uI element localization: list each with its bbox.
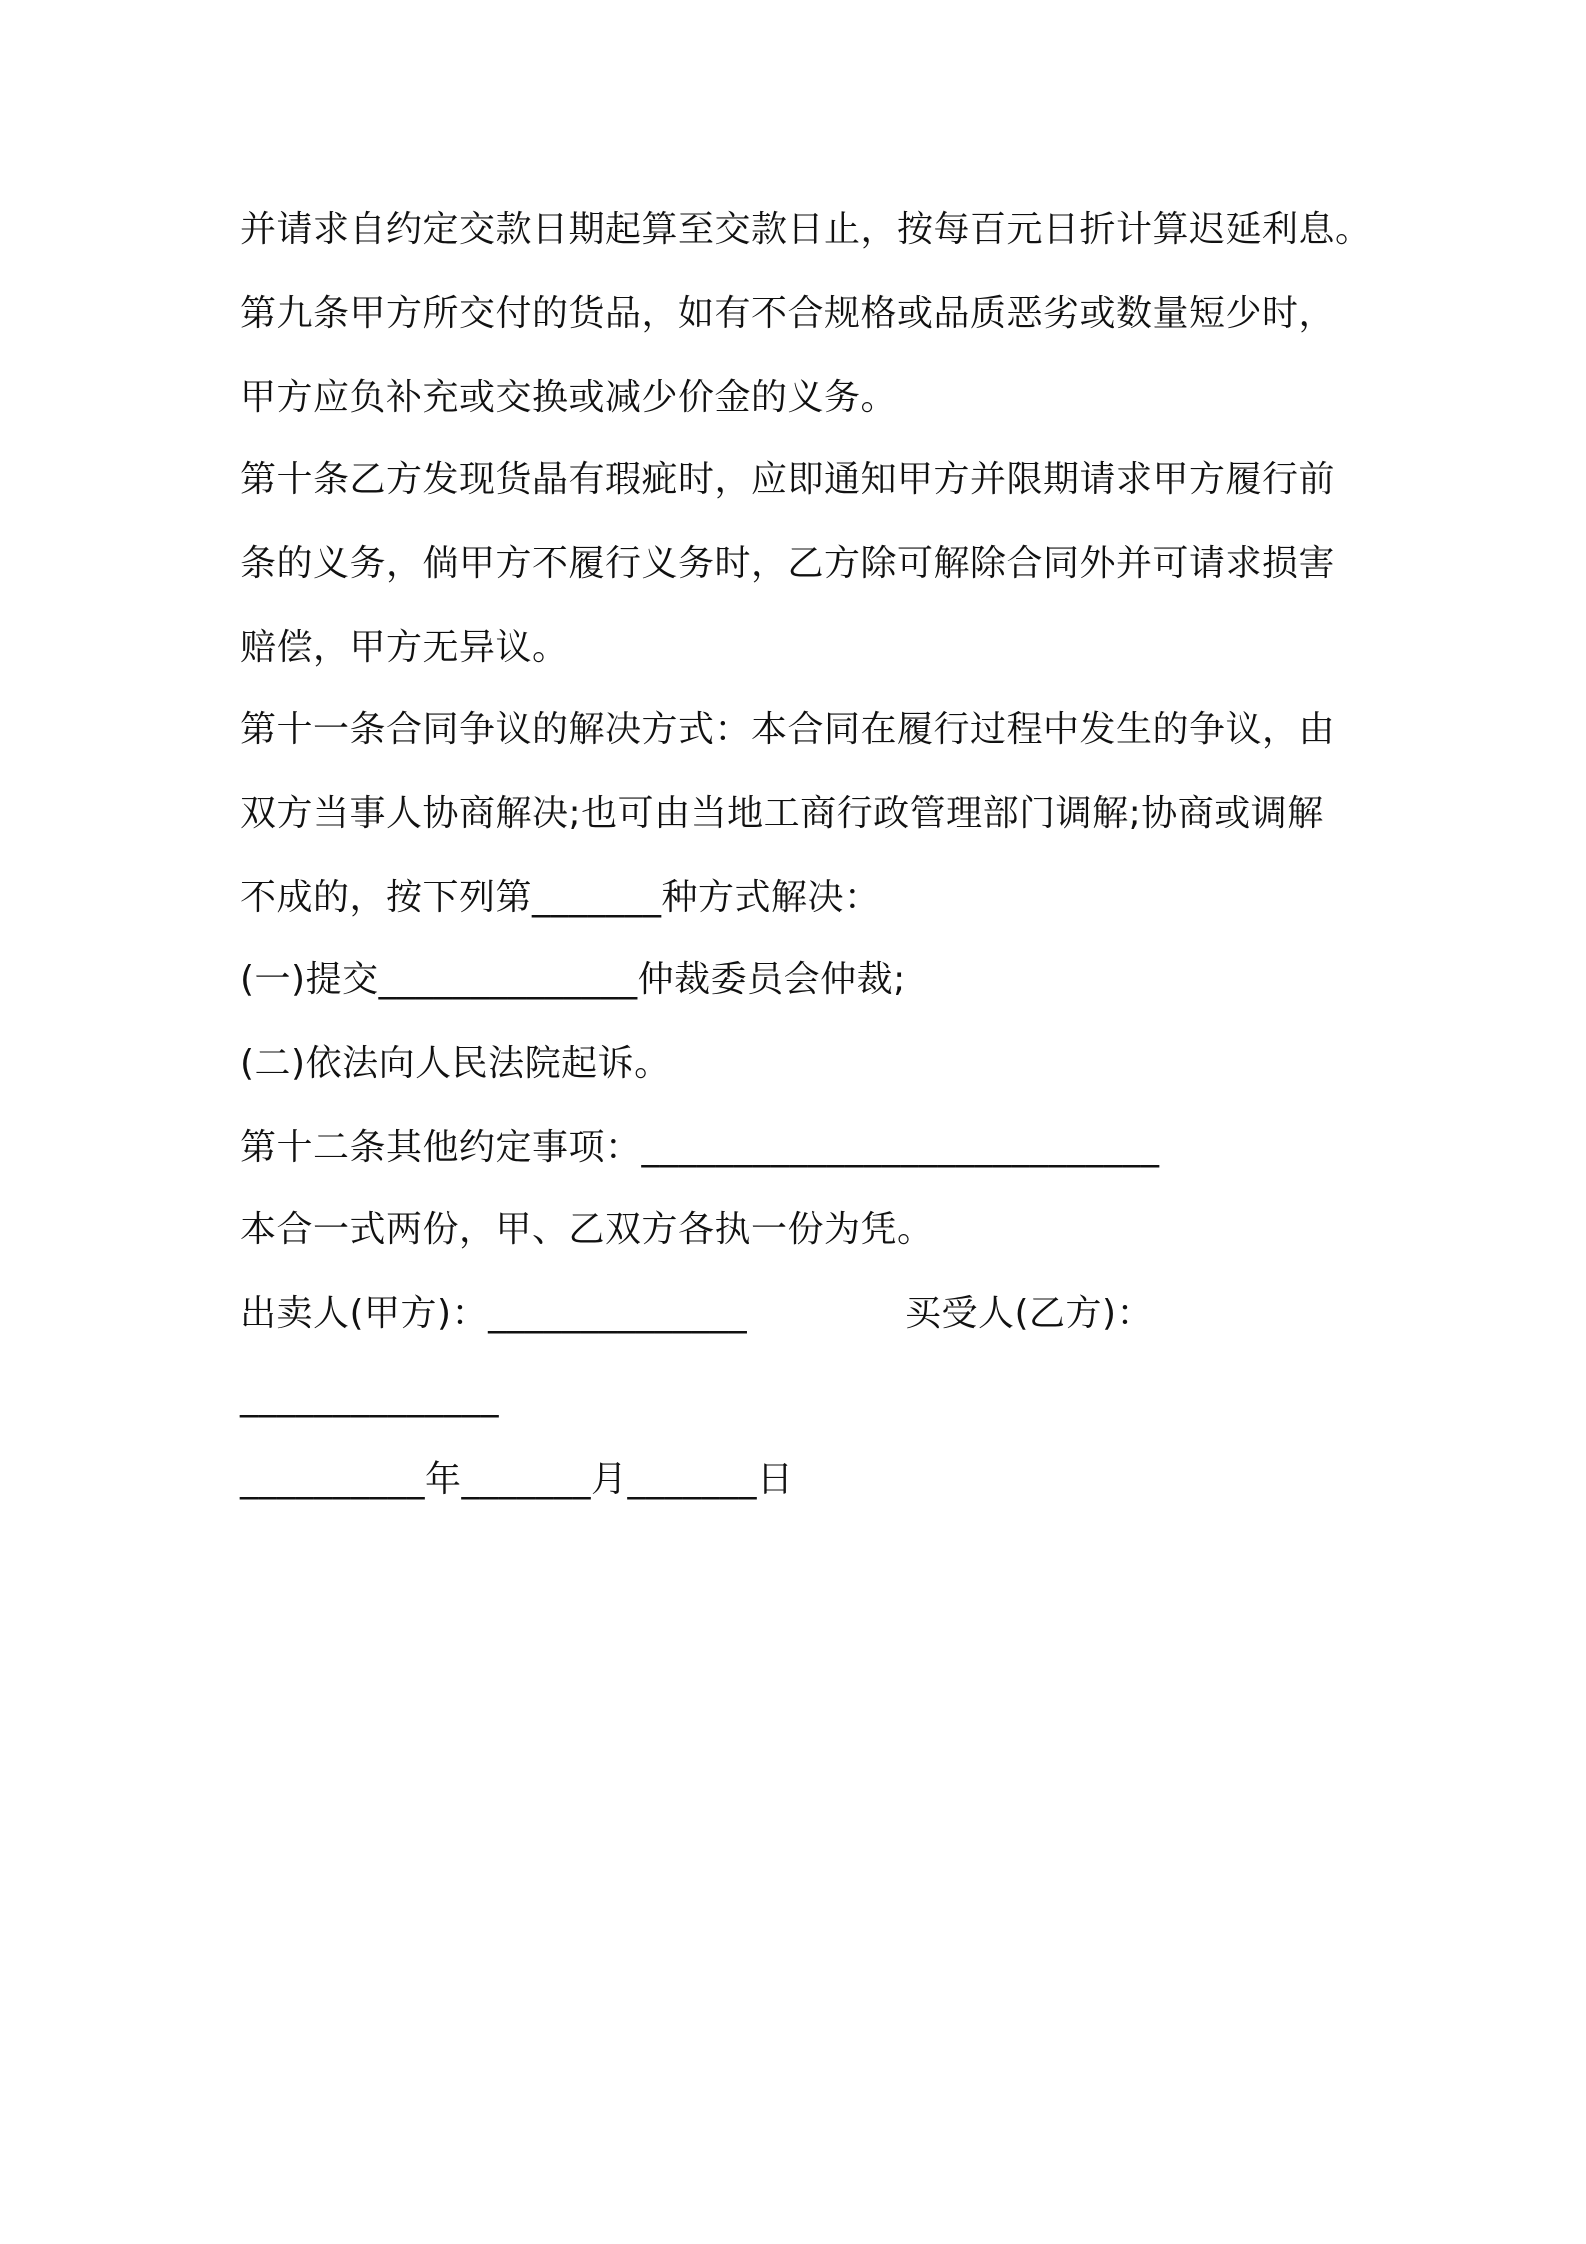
buyer-signature-label: 买受人(乙方)： <box>905 1293 1154 1334</box>
paragraph-line: 第十条乙方发现货晶有瑕疵时，应即通知甲方并限期请求甲方履行前 <box>240 459 1336 500</box>
paragraph-line: 赔偿，甲方无异议。 <box>240 627 569 668</box>
paragraph-line: 不成的，按下列第_______种方式解决： <box>240 877 881 918</box>
paragraph-line: 双方当事人协商解决;也可由当地工商行政管理部门调解;协商或调解 <box>240 793 1324 834</box>
paragraph-line: 本合一式两份，甲、乙双方各执一份为凭。 <box>240 1209 934 1250</box>
paragraph-line: 条的义务，倘甲方不履行义务时，乙方除可解除合同外并可请求损害 <box>240 543 1336 584</box>
paragraph-line: 并请求自约定交款日期起算至交款日止，按每百元日折计算迟延利息。 <box>240 209 1372 250</box>
paragraph-line: 第十一条合同争议的解决方式：本合同在履行过程中发生的争议，由 <box>240 709 1336 750</box>
paragraph-line: (一)提交______________仲裁委员会仲裁; <box>240 959 906 1000</box>
seller-signature: 出卖人(甲方)：______________ <box>240 1293 748 1334</box>
paragraph-line: 第九条甲方所交付的货品，如有不合规格或品质恶劣或数量短少时， <box>240 293 1336 334</box>
paragraph-line: 甲方应负补充或交换或减少价金的义务。 <box>240 377 898 418</box>
paragraph-line: 第十二条其他约定事项：____________________________ <box>240 1127 1160 1168</box>
paragraph-line: (二)依法向人民法院起诉。 <box>240 1043 671 1084</box>
buyer-signature-blank: ______________ <box>240 1377 499 1418</box>
date-line: __________年_______月_______日 <box>240 1459 794 1500</box>
signature-row <box>240 1292 1380 1336</box>
